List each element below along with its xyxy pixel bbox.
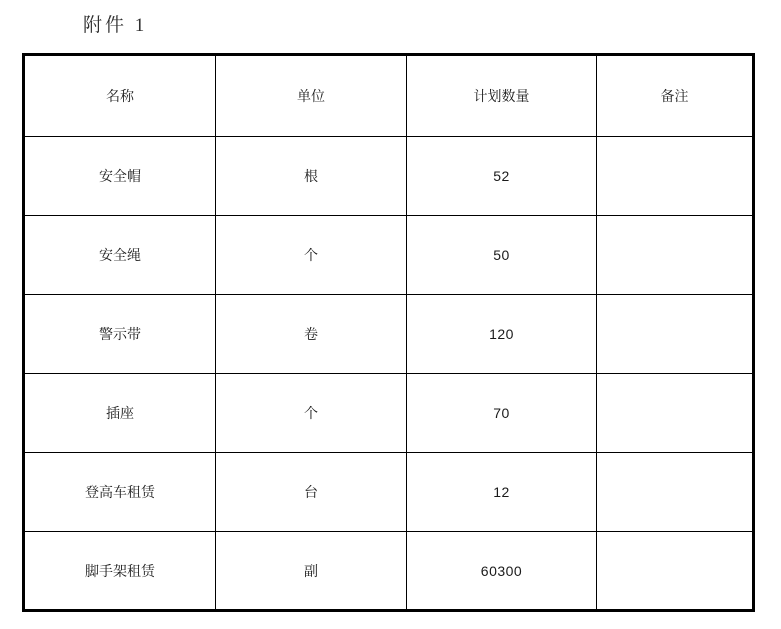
table-row: [24, 295, 754, 374]
cell-note: [597, 295, 754, 374]
cell-quantity: 50: [407, 216, 597, 295]
header-name: 名称: [24, 55, 216, 137]
cell-quantity: 52: [407, 137, 597, 216]
cell-note: [597, 216, 754, 295]
material-plan-table: [22, 53, 755, 612]
cell-quantity: 60300: [407, 532, 597, 611]
cell-note: [597, 374, 754, 453]
cell-quantity: 12: [407, 453, 597, 532]
header-planned-quantity: 计划数量: [407, 55, 597, 137]
cell-name: 安全帽: [24, 137, 216, 216]
cell-note: [597, 137, 754, 216]
cell-name: 插座: [24, 374, 216, 453]
cell-note: [597, 532, 754, 611]
cell-unit: 个: [216, 216, 407, 295]
cell-name: 脚手架租赁: [24, 532, 216, 611]
table-row: [24, 137, 754, 216]
cell-name: 登高车租赁: [24, 453, 216, 532]
cell-unit: 根: [216, 137, 407, 216]
header-unit: 单位: [216, 55, 407, 137]
cell-unit: 台: [216, 453, 407, 532]
table-header-row: [24, 55, 754, 137]
header-remarks: 备注: [597, 55, 754, 137]
cell-note: [597, 453, 754, 532]
cell-unit: 卷: [216, 295, 407, 374]
cell-quantity: 120: [407, 295, 597, 374]
cell-name: 警示带: [24, 295, 216, 374]
table-row: [24, 216, 754, 295]
attachment-title: 附件 1: [83, 15, 148, 36]
cell-name: 安全绳: [24, 216, 216, 295]
cell-quantity: 70: [407, 374, 597, 453]
table-row: [24, 374, 754, 453]
table-row: [24, 532, 754, 611]
table-row: [24, 453, 754, 532]
cell-unit: 副: [216, 532, 407, 611]
cell-unit: 个: [216, 374, 407, 453]
